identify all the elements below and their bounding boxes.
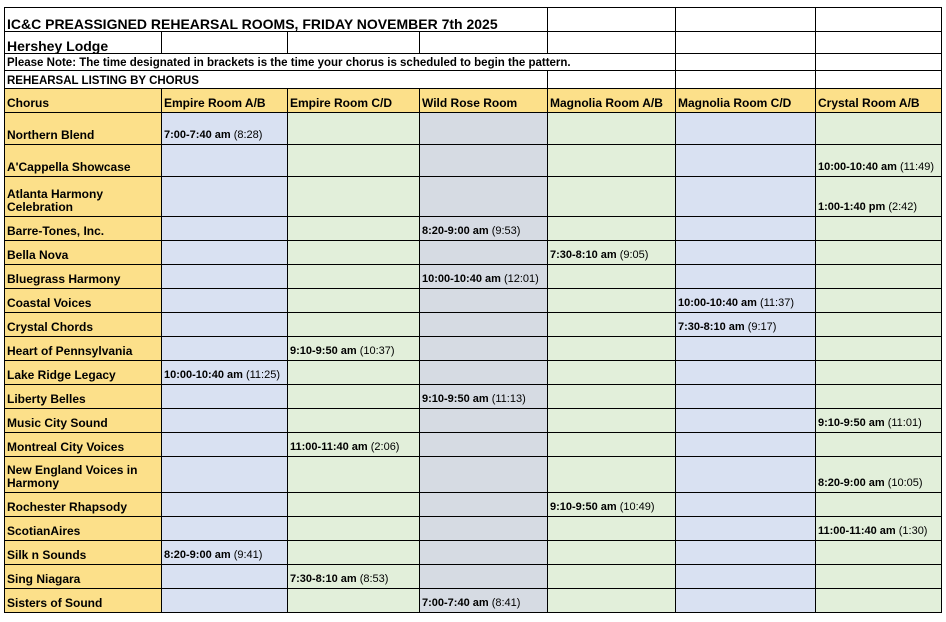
slot-pattern-start: (9:53): [491, 225, 521, 237]
table-row: [5, 409, 942, 433]
empty-slot: [548, 337, 676, 361]
rehearsal-slot: [420, 265, 548, 289]
slot-time: 9:10-9:50 am: [290, 345, 357, 357]
empty-slot: [420, 289, 548, 313]
empty-slot: [676, 589, 816, 613]
slot-pattern-start: (9:41): [233, 549, 263, 561]
rehearsal-slot: [288, 433, 420, 457]
empty-slot: [676, 177, 816, 217]
empty-slot: [420, 565, 548, 589]
empty-slot: [162, 145, 288, 177]
empty-slot: [548, 541, 676, 565]
chorus-name: Rochester Rhapsody: [5, 493, 162, 517]
empty-cell: [548, 32, 676, 54]
empty-slot: [420, 433, 548, 457]
slot-pattern-start: (11:37): [759, 297, 794, 309]
empty-slot: [162, 337, 288, 361]
slot-pattern-start: (10:37): [359, 345, 395, 357]
empty-slot: [676, 385, 816, 409]
page-title: IC&C PREASSIGNED REHEARSAL ROOMS, FRIDAY NOVEMBER 7th 2025: [5, 8, 548, 32]
empty-slot: [162, 493, 288, 517]
listing-label: REHEARSAL LISTING BY CHORUS: [5, 71, 548, 89]
slot-pattern-start: (10:49): [619, 501, 655, 513]
table-row: [5, 113, 942, 145]
empty-slot: [676, 217, 816, 241]
empty-slot: [420, 113, 548, 145]
table-row: [5, 177, 942, 217]
empty-slot: [162, 385, 288, 409]
empty-slot: [162, 517, 288, 541]
slot-time: 10:00-10:40 am: [164, 369, 243, 381]
rehearsal-slot: [548, 241, 676, 265]
rehearsal-slot: [288, 337, 420, 361]
empty-slot: [162, 589, 288, 613]
chorus-name: Bluegrass Harmony: [5, 265, 162, 289]
empty-slot: [288, 217, 420, 241]
empty-slot: [162, 409, 288, 433]
chorus-name: Barre-Tones, Inc.: [5, 217, 162, 241]
empty-slot: [288, 177, 420, 217]
empty-slot: [816, 385, 942, 409]
empty-slot: [162, 241, 288, 265]
empty-slot: [420, 541, 548, 565]
venue-name: Hershey Lodge: [5, 32, 162, 54]
empty-slot: [420, 493, 548, 517]
chorus-name: Music City Sound: [5, 409, 162, 433]
empty-slot: [288, 409, 420, 433]
slot-pattern-start: (11:01): [887, 417, 922, 429]
empty-slot: [548, 265, 676, 289]
empty-slot: [816, 265, 942, 289]
table-row: [5, 565, 942, 589]
chorus-name: Sing Niagara: [5, 565, 162, 589]
empty-slot: [816, 289, 942, 313]
empty-slot: [288, 541, 420, 565]
slot-time: 7:30-8:10 am: [550, 249, 617, 261]
column-header: Magnolia Room C/D: [676, 89, 816, 113]
empty-slot: [676, 265, 816, 289]
empty-slot: [548, 517, 676, 541]
empty-slot: [288, 313, 420, 337]
table-row: [5, 541, 942, 565]
empty-slot: [288, 361, 420, 385]
empty-slot: [420, 177, 548, 217]
rehearsal-slot: [816, 409, 942, 433]
empty-slot: [548, 433, 676, 457]
empty-slot: [548, 113, 676, 145]
chorus-name: Coastal Voices: [5, 289, 162, 313]
empty-slot: [420, 241, 548, 265]
empty-slot: [288, 457, 420, 493]
empty-slot: [816, 433, 942, 457]
empty-cell: [548, 71, 676, 89]
table-row: [5, 145, 942, 177]
empty-slot: [288, 113, 420, 145]
empty-slot: [676, 361, 816, 385]
slot-time: 1:00-1:40 pm: [818, 201, 886, 213]
empty-slot: [816, 313, 942, 337]
rehearsal-slot: [816, 145, 942, 177]
column-header: Magnolia Room A/B: [548, 89, 676, 113]
empty-cell: [288, 32, 420, 54]
empty-slot: [676, 409, 816, 433]
chorus-name: Northern Blend: [5, 113, 162, 145]
slot-pattern-start: (8:53): [359, 573, 389, 585]
empty-cell: [816, 54, 942, 71]
slot-pattern-start: (8:41): [491, 597, 521, 609]
empty-slot: [816, 589, 942, 613]
chorus-name: New England Voices in Harmony: [5, 457, 162, 493]
slot-time: 9:10-9:50 am: [422, 393, 489, 405]
table-row: [5, 385, 942, 409]
empty-cell: [548, 8, 676, 32]
slot-pattern-start: (12:01): [503, 273, 539, 285]
slot-time: 9:10-9:50 am: [550, 501, 617, 513]
empty-slot: [816, 337, 942, 361]
empty-slot: [288, 145, 420, 177]
rehearsal-slot: [420, 589, 548, 613]
slot-pattern-start: (2:06): [370, 441, 400, 453]
empty-slot: [162, 289, 288, 313]
slot-time: 11:00-11:40 am: [290, 441, 368, 453]
table-row: [5, 217, 942, 241]
rehearsal-slot: [676, 313, 816, 337]
slot-time: 11:00-11:40 am: [818, 525, 896, 537]
slot-pattern-start: (2:42): [888, 201, 918, 213]
rehearsal-slot: [816, 457, 942, 493]
empty-slot: [676, 113, 816, 145]
slot-time: 7:00-7:40 am: [164, 129, 231, 141]
empty-slot: [676, 145, 816, 177]
slot-pattern-start: (9:05): [619, 249, 649, 261]
chorus-name: Bella Nova: [5, 241, 162, 265]
table-row: [5, 433, 942, 457]
empty-cell: [420, 32, 548, 54]
empty-slot: [676, 433, 816, 457]
empty-slot: [162, 217, 288, 241]
column-header: Crystal Room A/B: [816, 89, 942, 113]
empty-cell: [162, 32, 288, 54]
slot-pattern-start: (1:30): [898, 525, 928, 537]
table-row: [5, 241, 942, 265]
empty-slot: [816, 113, 942, 145]
rehearsal-slot: [162, 113, 288, 145]
chorus-name: ScotianAires: [5, 517, 162, 541]
empty-slot: [548, 289, 676, 313]
slot-time: 10:00-10:40 am: [422, 273, 501, 285]
empty-slot: [288, 289, 420, 313]
empty-slot: [548, 177, 676, 217]
table-row: [5, 265, 942, 289]
empty-slot: [288, 385, 420, 409]
empty-cell: [816, 71, 942, 89]
slot-time: 10:00-10:40 am: [678, 297, 757, 309]
empty-slot: [420, 517, 548, 541]
chorus-name: Heart of Pennsylvania: [5, 337, 162, 361]
empty-slot: [676, 541, 816, 565]
empty-slot: [816, 361, 942, 385]
slot-pattern-start: (11:49): [899, 161, 934, 173]
empty-slot: [548, 145, 676, 177]
empty-cell: [676, 32, 816, 54]
chorus-name: A'Cappella Showcase: [5, 145, 162, 177]
empty-slot: [676, 517, 816, 541]
rehearsal-slot: [420, 385, 548, 409]
empty-slot: [676, 457, 816, 493]
empty-slot: [288, 493, 420, 517]
empty-cell: [676, 8, 816, 32]
table-row: [5, 337, 942, 361]
rehearsal-slot: [420, 217, 548, 241]
empty-cell: [676, 71, 816, 89]
empty-slot: [420, 361, 548, 385]
slot-time: 7:30-8:10 am: [290, 573, 357, 585]
empty-slot: [816, 493, 942, 517]
column-header: Chorus: [5, 89, 162, 113]
empty-slot: [548, 217, 676, 241]
empty-slot: [816, 541, 942, 565]
empty-slot: [816, 241, 942, 265]
table-row: [5, 493, 942, 517]
empty-cell: [676, 54, 816, 71]
chorus-name: Montreal City Voices: [5, 433, 162, 457]
empty-slot: [162, 313, 288, 337]
empty-slot: [676, 493, 816, 517]
empty-slot: [420, 337, 548, 361]
empty-slot: [288, 241, 420, 265]
empty-slot: [676, 565, 816, 589]
rehearsal-slot: [816, 177, 942, 217]
slot-time: 7:30-8:10 am: [678, 321, 745, 333]
empty-slot: [420, 409, 548, 433]
chorus-name: Atlanta Harmony Celebration: [5, 177, 162, 217]
column-header: Wild Rose Room: [420, 89, 548, 113]
empty-slot: [162, 565, 288, 589]
rehearsal-slot: [162, 361, 288, 385]
slot-time: 10:00-10:40 am: [818, 161, 897, 173]
chorus-name: Liberty Belles: [5, 385, 162, 409]
rehearsal-slot: [676, 289, 816, 313]
empty-slot: [420, 457, 548, 493]
chorus-name: Sisters of Sound: [5, 589, 162, 613]
empty-slot: [816, 217, 942, 241]
table-row: [5, 361, 942, 385]
empty-slot: [548, 361, 676, 385]
empty-cell: [816, 32, 942, 54]
chorus-name: Lake Ridge Legacy: [5, 361, 162, 385]
empty-slot: [420, 313, 548, 337]
empty-slot: [548, 565, 676, 589]
slot-pattern-start: (11:13): [491, 393, 526, 405]
slot-time: 9:10-9:50 am: [818, 417, 885, 429]
slot-time: 8:20-9:00 am: [422, 225, 489, 237]
table-row: [5, 517, 942, 541]
empty-slot: [162, 265, 288, 289]
empty-slot: [288, 265, 420, 289]
slot-time: 8:20-9:00 am: [818, 477, 885, 489]
empty-slot: [162, 177, 288, 217]
slot-pattern-start: (8:28): [233, 129, 263, 141]
rehearsal-slot: [162, 541, 288, 565]
empty-slot: [676, 241, 816, 265]
rehearsal-table: [4, 7, 942, 613]
slot-pattern-start: (10:05): [887, 477, 923, 489]
empty-slot: [548, 313, 676, 337]
column-header: Empire Room C/D: [288, 89, 420, 113]
slot-pattern-start: (11:25): [245, 369, 280, 381]
note-text: Please Note: The time designated in brackets is the time your chorus is scheduled to begin the pattern.: [5, 54, 676, 71]
empty-slot: [288, 517, 420, 541]
empty-cell: [816, 8, 942, 32]
slot-time: 7:00-7:40 am: [422, 597, 489, 609]
empty-slot: [548, 385, 676, 409]
empty-slot: [816, 565, 942, 589]
column-header-row: [5, 89, 942, 113]
slot-pattern-start: (9:17): [747, 321, 777, 333]
table-row: [5, 313, 942, 337]
rehearsal-slot: [548, 493, 676, 517]
empty-slot: [548, 409, 676, 433]
empty-slot: [420, 145, 548, 177]
rehearsal-slot: [816, 517, 942, 541]
slot-time: 8:20-9:00 am: [164, 549, 231, 561]
empty-slot: [548, 589, 676, 613]
empty-slot: [288, 589, 420, 613]
empty-slot: [548, 457, 676, 493]
chorus-name: Silk n Sounds: [5, 541, 162, 565]
chorus-name: Crystal Chords: [5, 313, 162, 337]
table-row: [5, 457, 942, 493]
table-row: [5, 589, 942, 613]
column-header: Empire Room A/B: [162, 89, 288, 113]
rehearsal-slot: [288, 565, 420, 589]
table-row: [5, 289, 942, 313]
empty-slot: [162, 433, 288, 457]
empty-slot: [676, 337, 816, 361]
empty-slot: [162, 457, 288, 493]
